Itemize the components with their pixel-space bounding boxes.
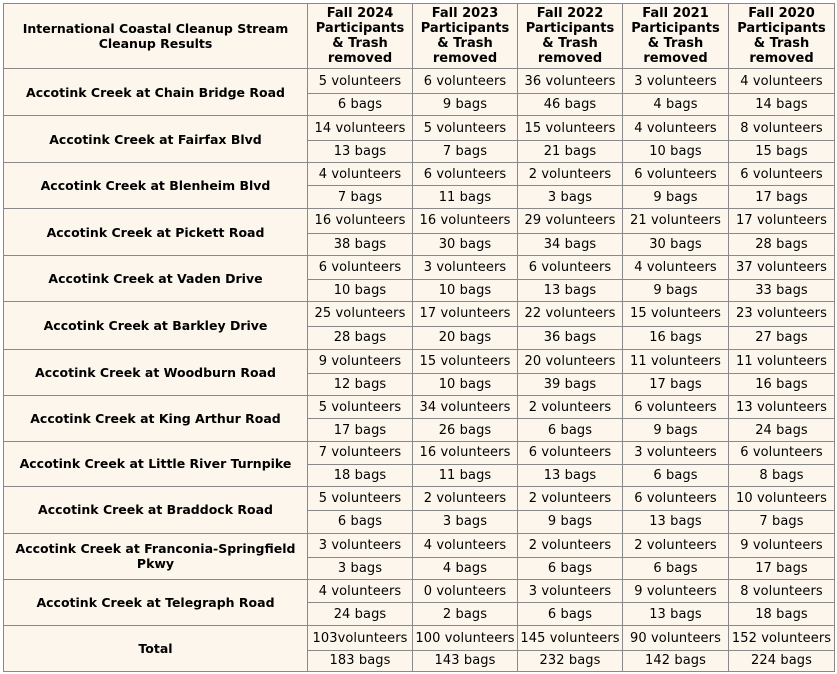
table-row (4, 441, 835, 464)
volunteers-cell: 37 volunteers (729, 255, 835, 279)
site-name: Accotink Creek at Chain Bridge Road (4, 69, 308, 116)
header-row (4, 4, 835, 69)
volunteers-cell: 14 volunteers (308, 116, 413, 140)
bags-cell: 39 bags (518, 373, 623, 395)
bags-cell: 21 bags (518, 140, 623, 162)
table-row (4, 209, 835, 233)
bags-cell: 24 bags (729, 419, 835, 441)
table-title: International Coastal Cleanup Stream Cleanup Results (4, 4, 308, 69)
year-header: Fall 2022 Participants & Trash removed (518, 4, 623, 69)
volunteers-cell: 11 volunteers (729, 349, 835, 373)
volunteers-cell: 36 volunteers (518, 69, 623, 94)
table-row (4, 533, 835, 557)
site-name: Accotink Creek at Franconia-Springfield Pkwy (4, 533, 308, 579)
volunteers-cell: 6 volunteers (729, 162, 835, 185)
bags-cell: 7 bags (308, 186, 413, 209)
bags-cell: 17 bags (729, 557, 835, 579)
bags-cell: 9 bags (623, 186, 729, 209)
volunteers-cell: 4 volunteers (623, 116, 729, 140)
volunteers-cell: 5 volunteers (308, 69, 413, 94)
bags-cell: 3 bags (518, 186, 623, 209)
volunteers-cell: 4 volunteers (413, 533, 518, 557)
volunteers-cell: 6 volunteers (518, 441, 623, 464)
bags-cell: 9 bags (623, 419, 729, 441)
volunteers-cell: 7 volunteers (308, 441, 413, 464)
bags-cell: 142 bags (623, 650, 729, 671)
bags-cell: 15 bags (729, 140, 835, 162)
bags-cell: 18 bags (729, 603, 835, 626)
bags-cell: 17 bags (729, 186, 835, 209)
volunteers-cell: 2 volunteers (518, 533, 623, 557)
volunteers-cell: 5 volunteers (308, 396, 413, 419)
bags-cell: 9 bags (623, 280, 729, 302)
bags-cell: 26 bags (413, 419, 518, 441)
site-name: Accotink Creek at Little River Turnpike (4, 441, 308, 486)
volunteers-cell: 3 volunteers (308, 533, 413, 557)
volunteers-cell: 15 volunteers (413, 349, 518, 373)
volunteers-cell: 103volunteers (308, 626, 413, 650)
bags-cell: 6 bags (518, 603, 623, 626)
volunteers-cell: 6 volunteers (623, 487, 729, 511)
year-header: Fall 2020 Participants & Trash removed (729, 4, 835, 69)
bags-cell: 6 bags (518, 419, 623, 441)
table-row (4, 396, 835, 419)
bags-cell: 20 bags (413, 326, 518, 349)
volunteers-cell: 0 volunteers (413, 579, 518, 602)
bags-cell: 7 bags (729, 511, 835, 533)
volunteers-cell: 9 volunteers (308, 349, 413, 373)
volunteers-cell: 2 volunteers (518, 487, 623, 511)
volunteers-cell: 11 volunteers (623, 349, 729, 373)
bags-cell: 13 bags (623, 603, 729, 626)
volunteers-cell: 6 volunteers (729, 441, 835, 464)
bags-cell: 9 bags (518, 511, 623, 533)
bags-cell: 24 bags (308, 603, 413, 626)
site-name: Accotink Creek at Woodburn Road (4, 349, 308, 395)
volunteers-cell: 29 volunteers (518, 209, 623, 233)
bags-cell: 16 bags (729, 373, 835, 395)
table-row (4, 579, 835, 602)
volunteers-cell: 3 volunteers (623, 441, 729, 464)
volunteers-cell: 22 volunteers (518, 302, 623, 326)
bags-cell: 17 bags (308, 419, 413, 441)
bags-cell: 46 bags (518, 94, 623, 116)
bags-cell: 17 bags (623, 373, 729, 395)
volunteers-cell: 100 volunteers (413, 626, 518, 650)
volunteers-cell: 21 volunteers (623, 209, 729, 233)
bags-cell: 16 bags (623, 326, 729, 349)
volunteers-cell: 13 volunteers (729, 396, 835, 419)
bags-cell: 9 bags (413, 94, 518, 116)
volunteers-cell: 90 volunteers (623, 626, 729, 650)
volunteers-cell: 23 volunteers (729, 302, 835, 326)
volunteers-cell: 10 volunteers (729, 487, 835, 511)
bags-cell: 36 bags (518, 326, 623, 349)
bags-cell: 6 bags (518, 557, 623, 579)
bags-cell: 10 bags (413, 373, 518, 395)
bags-cell: 18 bags (308, 464, 413, 486)
volunteers-cell: 15 volunteers (623, 302, 729, 326)
site-name: Accotink Creek at Pickett Road (4, 209, 308, 255)
bags-cell: 38 bags (308, 233, 413, 255)
volunteers-cell: 9 volunteers (623, 579, 729, 602)
volunteers-cell: 2 volunteers (413, 487, 518, 511)
table-row (4, 487, 835, 511)
bags-cell: 12 bags (308, 373, 413, 395)
volunteers-cell: 6 volunteers (518, 255, 623, 279)
volunteers-cell: 3 volunteers (623, 69, 729, 94)
bags-cell: 28 bags (308, 326, 413, 349)
bags-cell: 8 bags (729, 464, 835, 486)
bags-cell: 28 bags (729, 233, 835, 255)
bags-cell: 27 bags (729, 326, 835, 349)
volunteers-cell: 25 volunteers (308, 302, 413, 326)
bags-cell: 3 bags (413, 511, 518, 533)
volunteers-cell: 8 volunteers (729, 116, 835, 140)
table-body (4, 69, 835, 672)
bags-cell: 13 bags (308, 140, 413, 162)
bags-cell: 30 bags (413, 233, 518, 255)
bags-cell: 10 bags (308, 280, 413, 302)
volunteers-cell: 6 volunteers (308, 255, 413, 279)
site-name: Accotink Creek at Vaden Drive (4, 255, 308, 301)
volunteers-cell: 6 volunteers (413, 69, 518, 94)
bags-cell: 6 bags (623, 464, 729, 486)
volunteers-cell: 16 volunteers (413, 441, 518, 464)
bags-cell: 2 bags (413, 603, 518, 626)
bags-cell: 33 bags (729, 280, 835, 302)
bags-cell: 11 bags (413, 186, 518, 209)
table-row (4, 69, 835, 94)
volunteers-cell: 4 volunteers (729, 69, 835, 94)
site-name: Accotink Creek at Barkley Drive (4, 302, 308, 349)
table-row (4, 255, 835, 279)
site-name: Accotink Creek at Telegraph Road (4, 579, 308, 625)
volunteers-cell: 16 volunteers (413, 209, 518, 233)
table-row (4, 349, 835, 373)
volunteers-cell: 9 volunteers (729, 533, 835, 557)
site-name: Accotink Creek at Blenheim Blvd (4, 162, 308, 208)
volunteers-cell: 3 volunteers (518, 579, 623, 602)
volunteers-cell: 152 volunteers (729, 626, 835, 650)
bags-cell: 13 bags (623, 511, 729, 533)
volunteers-cell: 2 volunteers (623, 533, 729, 557)
volunteers-cell: 3 volunteers (413, 255, 518, 279)
bags-cell: 224 bags (729, 650, 835, 671)
volunteers-cell: 6 volunteers (623, 396, 729, 419)
table-row (4, 116, 835, 140)
table-row (4, 626, 835, 650)
table-row (4, 302, 835, 326)
bags-cell: 14 bags (729, 94, 835, 116)
table-row (4, 162, 835, 185)
bags-cell: 6 bags (623, 557, 729, 579)
bags-cell: 232 bags (518, 650, 623, 671)
volunteers-cell: 5 volunteers (413, 116, 518, 140)
year-header: Fall 2023 Participants & Trash removed (413, 4, 518, 69)
volunteers-cell: 17 volunteers (729, 209, 835, 233)
bags-cell: 11 bags (413, 464, 518, 486)
volunteers-cell: 16 volunteers (308, 209, 413, 233)
year-header: Fall 2021 Participants & Trash removed (623, 4, 729, 69)
volunteers-cell: 6 volunteers (623, 162, 729, 185)
bags-cell: 10 bags (413, 280, 518, 302)
volunteers-cell: 145 volunteers (518, 626, 623, 650)
volunteers-cell: 4 volunteers (623, 255, 729, 279)
cleanup-results-table (3, 3, 835, 672)
bags-cell: 4 bags (413, 557, 518, 579)
volunteers-cell: 4 volunteers (308, 579, 413, 602)
bags-cell: 143 bags (413, 650, 518, 671)
bags-cell: 7 bags (413, 140, 518, 162)
volunteers-cell: 15 volunteers (518, 116, 623, 140)
year-header: Fall 2024 Participants & Trash removed (308, 4, 413, 69)
volunteers-cell: 6 volunteers (413, 162, 518, 185)
volunteers-cell: 2 volunteers (518, 396, 623, 419)
bags-cell: 3 bags (308, 557, 413, 579)
bags-cell: 10 bags (623, 140, 729, 162)
total-label: Total (4, 626, 308, 672)
volunteers-cell: 4 volunteers (308, 162, 413, 185)
volunteers-cell: 34 volunteers (413, 396, 518, 419)
volunteers-cell: 5 volunteers (308, 487, 413, 511)
bags-cell: 34 bags (518, 233, 623, 255)
volunteers-cell: 17 volunteers (413, 302, 518, 326)
bags-cell: 183 bags (308, 650, 413, 671)
site-name: Accotink Creek at Fairfax Blvd (4, 116, 308, 162)
bags-cell: 6 bags (308, 94, 413, 116)
volunteers-cell: 2 volunteers (518, 162, 623, 185)
site-name: Accotink Creek at Braddock Road (4, 487, 308, 533)
bags-cell: 13 bags (518, 280, 623, 302)
bags-cell: 30 bags (623, 233, 729, 255)
site-name: Accotink Creek at King Arthur Road (4, 396, 308, 441)
volunteers-cell: 8 volunteers (729, 579, 835, 602)
bags-cell: 13 bags (518, 464, 623, 486)
bags-cell: 4 bags (623, 94, 729, 116)
bags-cell: 6 bags (308, 511, 413, 533)
volunteers-cell: 20 volunteers (518, 349, 623, 373)
